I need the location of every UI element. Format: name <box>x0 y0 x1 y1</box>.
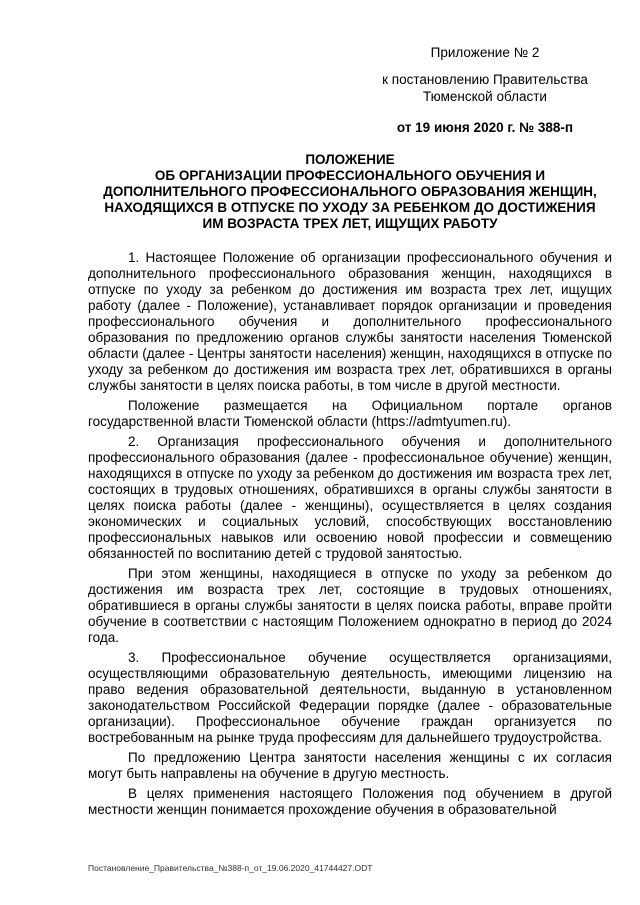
resolution-date-number: от 19 июня 2020 г. № 388-п <box>396 120 574 135</box>
title-line: ПОЛОЖЕНИЕ <box>305 152 395 167</box>
document-body <box>88 250 612 818</box>
paragraph: При этом женщины, находящиеся в отпуске по уходу за ребенком до достижения им возраста трех лет, состоящие в трудовых отношениях, обратившиеся в органы службы занятости в целях поиска работы, вправе пройти обучение в соответствии с настоящим Положением однократно в период до 2024 года. <box>88 566 612 645</box>
title-line: ОБ ОРГАНИЗАЦИИ ПРОФЕССИОНАЛЬНОГО ОБУЧЕНИЯ И <box>154 168 546 183</box>
paragraph: 3. Профессиональное обучение осуществляется организациями, осуществляющими образовательную деятельность, имеющими лицензию на право ведения образовательной деятельности, выданную в установленном законодательством Российской Федерации порядке (далее - образовательные организации). Профессиональное обучение граждан организуется по востребованным на рынке труда профессиям для дальнейшего трудоустройства. <box>88 650 612 745</box>
document-title <box>88 152 612 232</box>
paragraph: Положение размещается на Официальном портале органов государственной власти Тюменской области (https://admtyumen.ru). <box>88 398 612 429</box>
title-line: НАХОДЯЩИХСЯ В ОТПУСКЕ ПО УХОДУ ЗА РЕБЕНКОМ ДО ДОСТИЖЕНИЯ <box>104 200 596 215</box>
appendix-header <box>360 44 610 136</box>
paragraph: По предложению Центра занятости населения женщины с их согласия могут быть направлены на обучение в другую местность. <box>88 750 612 781</box>
resolution-reference: к постановлению Правительства <box>382 72 588 87</box>
paragraph: 2. Организация профессионального обучения и дополнительного профессионального образования (далее - профессиональное обучение) женщин, находящихся в отпуске по уходу за ребенком до достижения им возраста трех лет, состоящих в трудовых отношениях, обратившихся в органы службы занятости в целях поиска работы (далее - женщины), осуществляется в целях создания экономических и социальных условий, способствующих восстановлению профессиональных навыков или освоению новой профессии и совмещению обязанностей по воспитанию детей с трудовой занятостью. <box>88 434 612 561</box>
region-name: Тюменской области <box>423 89 547 104</box>
appendix-number: Приложение № 2 <box>430 45 540 60</box>
paragraph: 1. Настоящее Положение об организации профессионального обучения и дополнительного профессионального образования женщин, находящихся в отпуске по уходу за ребенком до достижения им возраста трех лет, ищущих работу (далее - Положение), устанавливает порядок организации и проведения профессионального обучения и дополнительного профессионального образования по предложению органов службы занятости населения Тюменской области (далее - Центры занятости населения) женщин, находящихся в отпуске по уходу за ребенком до достижения им возраста трех лет, обратившихся в органы службы занятости в целях поиска работы, в том числе в другой местности. <box>88 250 612 393</box>
paragraph: В целях применения настоящего Положения под обучением в другой местности женщин понимается прохождение обучения в образовательной <box>88 786 612 817</box>
title-line: ДОПОЛНИТЕЛЬНОГО ПРОФЕССИОНАЛЬНОГО ОБРАЗОВАНИЯ ЖЕНЩИН, <box>103 184 597 199</box>
file-footer: Постановление_Правительства_№388-п_от_19.06.2020_41744427.ODT <box>88 863 373 873</box>
title-line: ИМ ВОЗРАСТА ТРЕХ ЛЕТ, ИЩУЩИХ РАБОТУ <box>202 216 498 231</box>
